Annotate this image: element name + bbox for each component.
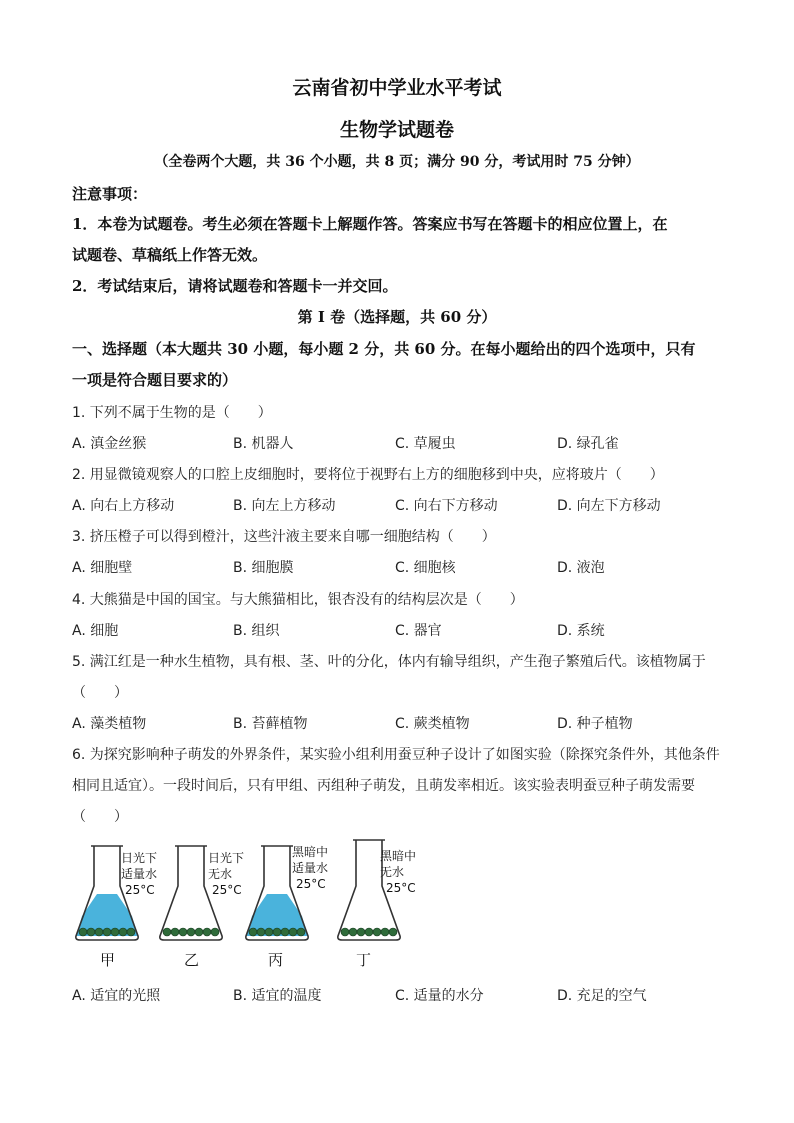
- section-heading-cont: 一项是符合题目要求的）: [72, 371, 238, 389]
- question-4-option-a: A. 细胞: [72, 623, 119, 639]
- notes-item-1: 1．本卷为试题卷。考生必须在答题卡上解题作答。答案应书写在答题卡的相应位置上，在: [72, 215, 668, 233]
- flask-yi-label: 日光下 无水 25°C: [208, 851, 245, 897]
- notes-item-2: 2．考试结束后，请将试题卷和答题卡一并交回。: [72, 277, 398, 295]
- question-3-option-d: D. 液泡: [557, 560, 605, 576]
- flask-ding-label: 黑暗中 无水 25°C: [380, 849, 417, 895]
- part1-title: 第 I 卷（选择题，共 60 分）: [297, 308, 497, 326]
- question-6-option-c: C. 适量的水分: [395, 988, 484, 1004]
- question-6-stem-cont-2: （ ）: [72, 809, 128, 825]
- question-4-stem: 4. 大熊猫是中国的国宝。与大熊猫相比，银杏没有的结构层次是（ ）: [72, 592, 524, 608]
- question-5-stem-cont: （ ）: [72, 685, 128, 701]
- question-4-option-d: D. 系统: [557, 623, 605, 639]
- question-1-stem: 1. 下列不属于生物的是（ ）: [72, 405, 272, 421]
- question-3-option-c: C. 细胞核: [395, 560, 456, 576]
- question-1-option-d: D. 绿孔雀: [557, 436, 619, 452]
- flask-ding-name: 丁: [356, 951, 372, 969]
- question-6-option-a: A. 适宜的光照: [72, 988, 161, 1004]
- flask-jia-name: 甲: [100, 951, 116, 969]
- seeds: [341, 928, 397, 936]
- exam-info: （全卷两个大题，共 36 个小题，共 8 页；满分 90 分，考试用时 75 分钟）: [154, 154, 640, 170]
- question-2-option-d: D. 向左下方移动: [557, 498, 661, 514]
- question-4-option-b: B. 组织: [233, 623, 280, 639]
- question-5-option-b: B. 苔藓植物: [233, 716, 308, 732]
- flask-bing-label: 黑暗中 适量水 25°C: [292, 845, 329, 891]
- question-6-option-b: B. 适宜的温度: [233, 988, 322, 1004]
- experiment-figure: [72, 838, 452, 978]
- flask-yi-name: 乙: [184, 951, 200, 969]
- question-2-option-b: B. 向左上方移动: [233, 498, 336, 514]
- question-1-option-c: C. 草履虫: [395, 436, 456, 452]
- question-6-stem-cont-1: 相同且适宜）。一段时间后，只有甲组、丙组种子萌发，且萌发率相近。该实验表明蚕豆种子萌发需要: [72, 778, 695, 794]
- question-3-option-b: B. 细胞膜: [233, 560, 294, 576]
- question-1-option-b: B. 机器人: [233, 436, 294, 452]
- question-5-option-c: C. 蕨类植物: [395, 716, 470, 732]
- flask-jia-label: 日光下 适量水 25°C: [121, 851, 158, 897]
- section-heading: 一、选择题（本大题共 30 小题，每小题 2 分，共 60 分。在每小题给出的四个选项中，只有: [72, 340, 696, 358]
- question-3-stem: 3. 挤压橙子可以得到橙汁，这些汁液主要来自哪一细胞结构（ ）: [72, 529, 496, 545]
- exam-subtitle: 生物学试题卷: [339, 119, 454, 141]
- question-5-stem: 5. 满江红是一种水生植物，具有根、茎、叶的分化，体内有输导组织，产生孢子繁殖后代。该植物属于: [72, 654, 706, 670]
- seeds: [163, 928, 219, 936]
- question-2-option-c: C. 向右下方移动: [395, 498, 498, 514]
- question-5-option-d: D. 种子植物: [557, 716, 633, 732]
- exam-title: 云南省初中学业水平考试: [292, 77, 502, 99]
- question-5-option-a: A. 藻类植物: [72, 716, 147, 732]
- question-6-stem: 6. 为探究影响种子萌发的外界条件，某实验小组利用蚕豆种子设计了如图实验（除探究条件外，其他条件: [72, 747, 720, 763]
- notes-heading: 注意事项：: [72, 185, 148, 203]
- question-6-option-d: D. 充足的空气: [557, 988, 647, 1004]
- question-2-option-a: A. 向右上方移动: [72, 498, 175, 514]
- notes-item-1-cont: 试题卷、草稿纸上作答无效。: [72, 246, 268, 264]
- question-1-option-a: A. 滇金丝猴: [72, 436, 147, 452]
- flask-bing-name: 丙: [268, 951, 284, 969]
- question-2-stem: 2. 用显微镜观察人的口腔上皮细胞时，要将位于视野右上方的细胞移到中央，应将玻片（ ）: [72, 467, 664, 483]
- question-3-option-a: A. 细胞壁: [72, 560, 133, 576]
- question-4-option-c: C. 器官: [395, 623, 442, 639]
